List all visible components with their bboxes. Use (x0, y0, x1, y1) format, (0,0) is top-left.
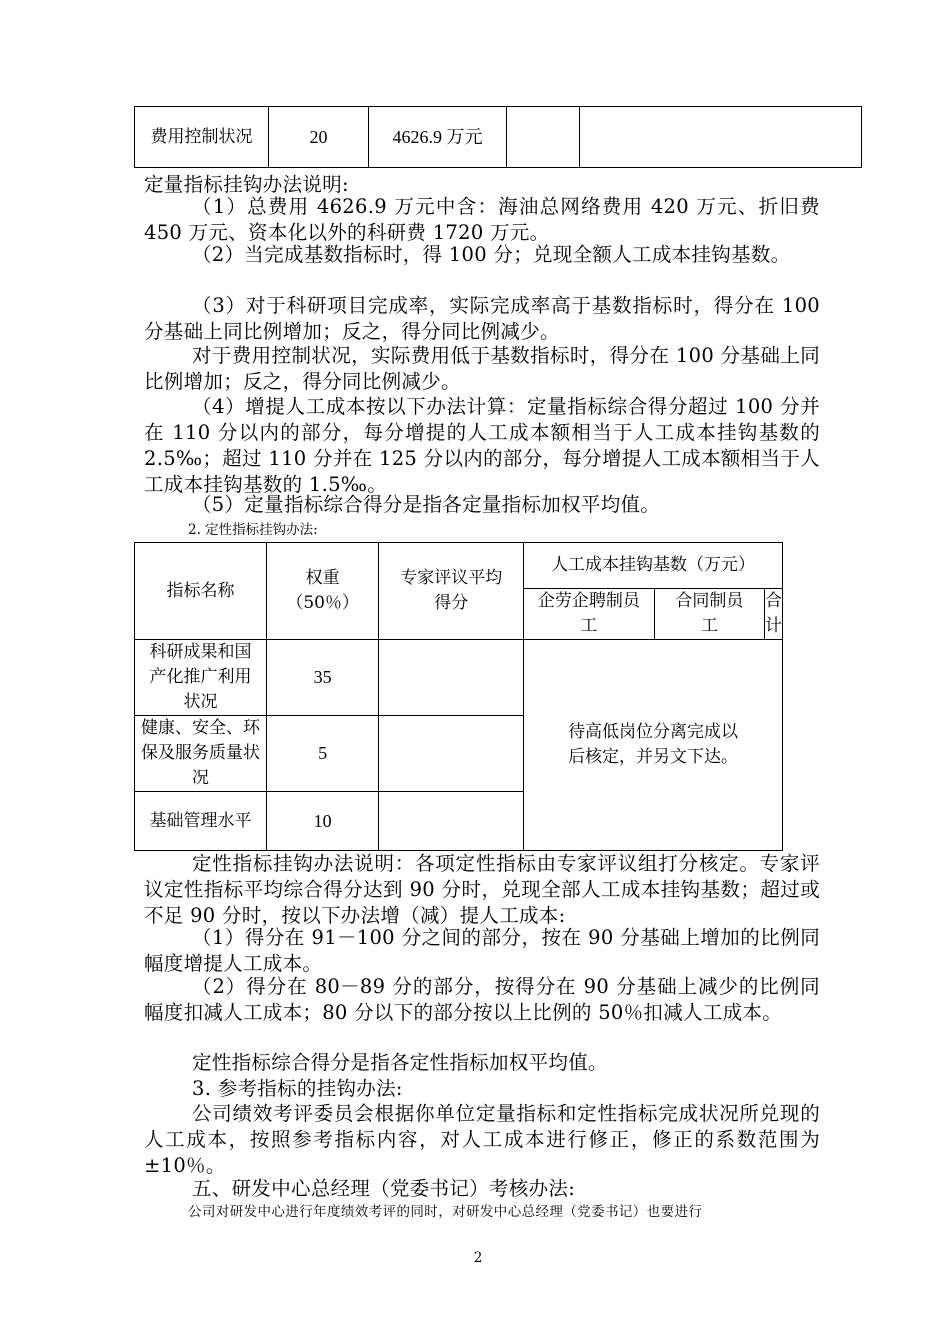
qual-row-expert (379, 716, 524, 792)
quant-p3b: 对于费用控制状况，实际费用低于基数指标时，得分在 100 分基础上同比例增加；反之，得分同比例减少。 (144, 344, 820, 393)
qual-h-sub2: 合同制员工 (654, 589, 764, 640)
qual-h-sub3: 合计 (765, 589, 783, 640)
qual-title: 2. 定性指标挂钩办法: (188, 522, 318, 538)
top-table (134, 106, 862, 168)
qual-row-expert (379, 640, 524, 716)
qual-h-expert: 专家评议平均得分 (379, 543, 524, 640)
qual-row-name: 健康、安全、环保及服务质量状况 (135, 716, 267, 792)
quant-heading: 定量指标挂钩办法说明: (144, 173, 349, 196)
qual-row-weight: 10 (266, 792, 378, 851)
qual-p1: 定性指标挂钩办法说明：各项定性指标由专家评议组打分核定。专家评议定性指标平均综合得分达到 90 分时，兑现全部人工成本挂钩基数；超过或不足 90 分时，按以下办法增（减）提人工成本: (144, 852, 820, 927)
qual-h-sub1: 企劳企聘制员工 (524, 589, 655, 640)
page-number: 2 (473, 1250, 483, 1266)
qual-row-name: 科研成果和国产化推广利用状况 (135, 640, 267, 716)
qual-table-note: 待高低岗位分离完成以后核定，并另文下达。 (524, 640, 783, 851)
qual-row-weight: 35 (266, 640, 378, 716)
top-table-name: 费用控制状况 (135, 107, 269, 168)
qual-p4: 定性指标综合得分是指各定性指标加权平均值。 (192, 1051, 608, 1074)
qual-row-name: 基础管理水平 (135, 792, 267, 851)
quant-p3: （3）对于科研项目完成率，实际完成率高于基数指标时，得分在 100 分基础上同比例增加；反之，得分同比例减少。 (144, 294, 820, 343)
qual-h-name: 指标名称 (135, 543, 267, 640)
section5-heading: 五、研发中心总经理（党委书记）考核办法: (192, 1177, 576, 1200)
top-table-weight: 20 (269, 107, 369, 168)
top-table-cell-5 (580, 107, 862, 168)
quant-p1: （1）总费用 4626.9 万元中含：海油总网络费用 420 万元、折旧费 450 万元、资本化以外的科研费 1720 万元。 (144, 195, 820, 244)
top-table-value: 4626.9 万元 (369, 107, 507, 168)
quant-p2: （2）当完成基数指标时，得 100 分；兑现全额人工成本挂钩基数。 (192, 243, 791, 266)
quant-p5: （5）定量指标综合得分是指各定量指标加权平均值。 (192, 493, 661, 516)
qual-p2: （1）得分在 91－100 分之间的部分，按在 90 分基础上增加的比例同幅度增提人工成本。 (144, 926, 820, 975)
qual-row-weight: 5 (266, 716, 378, 792)
qual-h-weight: 权重（50％） (266, 543, 378, 640)
qual-row-expert (379, 792, 524, 851)
top-table-cell-4 (507, 107, 580, 168)
qual-p3: （2）得分在 80－89 分的部分，按得分在 90 分基础上减少的比例同幅度扣减人工成本；80 分以下的部分按以上比例的 50％扣减人工成本。 (144, 975, 820, 1024)
quant-p4: （4）增提人工成本按以下办法计算：定量指标综合得分超过 100 分并在 110 分以内的部分，每分增提的人工成本额相当于人工成本挂钩基数的 2.5‰；超过 110 分并在 125 分以内的部分，每分增提人工成本额相当于人工成本挂钩基数的 1.5‰。 (144, 395, 820, 496)
ref-p1: 公司绩效考评委员会根据你单位定量指标和定性指标完成状况所兑现的人工成本，按照参考指标内容，对人工成本进行修正，修正的系数范围为±10％。 (144, 1102, 820, 1177)
qual-h-base: 人工成本挂钩基数（万元） (524, 543, 783, 589)
section5-p1: 公司对研发中心进行年度绩效考评的同时，对研发中心总经理（党委书记）也要进行 (188, 1204, 703, 1220)
ref-heading: 3. 参考指标的挂钩办法: (192, 1077, 403, 1100)
qual-table (134, 542, 783, 851)
